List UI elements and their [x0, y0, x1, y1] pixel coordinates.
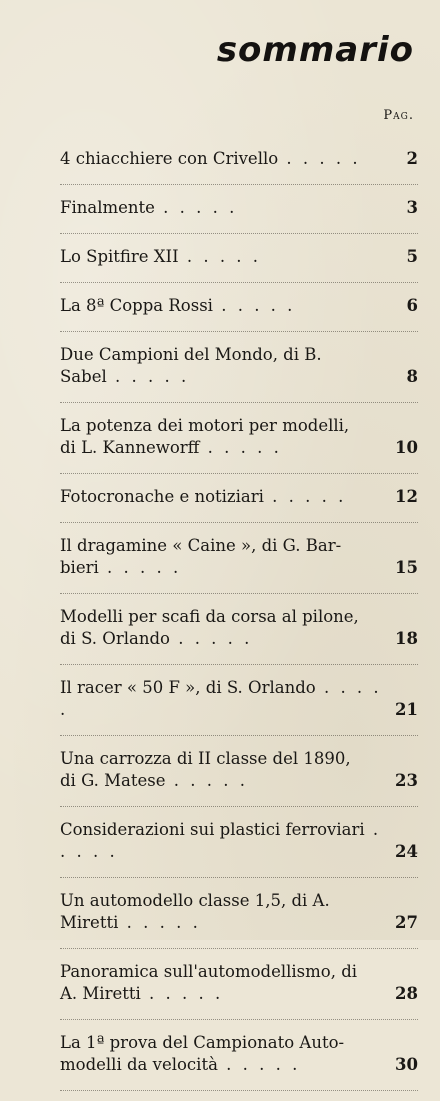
- toc-entry-page-number: 12: [395, 487, 418, 506]
- toc-entry-line1: Lo Spitfire XII: [60, 247, 179, 266]
- toc-entry: [60, 1030, 418, 1091]
- toc-entry-line2: di L. Kanneworff: [60, 438, 200, 457]
- toc-entry-page-number: 10: [395, 438, 418, 457]
- leader-dots: . . . . .: [278, 149, 361, 168]
- toc-entry-page-number: 5: [406, 247, 418, 266]
- toc-entry-line1: Panoramica sull'automodellismo, di: [60, 962, 358, 981]
- toc-entry-title: [60, 148, 418, 170]
- toc-entry-line1: Il dragamine « Caine », di G. Bar-: [60, 536, 342, 555]
- toc-entry-page-number: 24: [395, 842, 418, 861]
- toc-entry-page-number: 3: [406, 198, 418, 217]
- toc-entry-line1: Fotocronache e notiziari: [60, 487, 264, 506]
- toc-entry-line2: modelli da velocità: [60, 1055, 218, 1074]
- toc-entry: [60, 533, 418, 594]
- toc-entry: [60, 413, 418, 474]
- toc-entry-page-number: 2: [406, 149, 418, 168]
- toc-entry-title: [60, 344, 418, 388]
- leader-dots: . . . . .: [140, 984, 224, 1003]
- toc-entry-line1: La potenza dei motori per modelli,: [60, 416, 350, 435]
- leader-dots: . . . . .: [60, 820, 382, 861]
- leader-dots: . . . . .: [178, 247, 262, 266]
- toc-entry: [60, 484, 418, 523]
- toc-entry: [60, 293, 418, 332]
- leader-dots: . . . . .: [263, 487, 347, 506]
- toc-entry-title: [60, 819, 418, 863]
- leader-dots: . . . . .: [199, 438, 282, 457]
- toc-entry-line2: di G. Matese: [60, 771, 166, 790]
- toc-entry-title: [60, 961, 418, 1005]
- toc-entry-page-number: 23: [395, 771, 418, 790]
- toc-entry-line2: Miretti: [60, 913, 119, 932]
- toc-entry-page-number: 21: [395, 700, 418, 719]
- leader-dots: . . . . .: [106, 367, 190, 386]
- toc-entry: [60, 604, 418, 665]
- toc-entry-title: [60, 748, 418, 792]
- toc-entry-title: [60, 1032, 418, 1076]
- toc-entry-title: [60, 246, 418, 268]
- toc-entry: [60, 195, 418, 234]
- toc-entry-page-number: 30: [395, 1055, 418, 1074]
- toc-entry-line2: A. Miretti: [60, 984, 141, 1003]
- toc-entry-line1: Una carrozza di II classe del 1890,: [60, 749, 351, 768]
- toc-entry-page-number: 27: [395, 913, 418, 932]
- leader-dots: . . . . .: [217, 1055, 301, 1074]
- toc-entry: [60, 959, 418, 1020]
- toc-entry-line1: Considerazioni sui plastici ferroviari: [60, 820, 365, 839]
- toc-entry-line2: bieri: [60, 558, 99, 577]
- toc-entry-page-number: 8: [406, 367, 418, 386]
- leader-dots: . . . . .: [118, 913, 201, 932]
- leader-dots: . . . . .: [169, 629, 253, 648]
- toc-entry-line1: La 8ª Coppa Rossi: [60, 296, 213, 315]
- leader-dots: . . . . .: [98, 558, 182, 577]
- toc-entry-title: [60, 535, 418, 579]
- table-of-contents: [60, 146, 418, 1101]
- toc-entry-title: [60, 295, 418, 317]
- leader-dots: . . . . .: [212, 296, 296, 315]
- toc-entry-title: [60, 890, 418, 934]
- toc-entry-line2: Sabel: [60, 367, 107, 386]
- leader-dots: . . . . .: [165, 771, 248, 790]
- toc-entry-page-number: 18: [395, 629, 418, 648]
- toc-entry: [60, 244, 418, 283]
- toc-entry-line1: Due Campioni del Mondo, di B.: [60, 345, 322, 364]
- toc-entry-title: [60, 415, 418, 459]
- toc-entry-page-number: 28: [395, 984, 418, 1003]
- toc-entry-title: [60, 677, 418, 721]
- toc-entry-line1: Il racer « 50 F », di S. Orlando: [60, 678, 316, 697]
- toc-entry: [60, 746, 418, 807]
- toc-entry-page-number: 15: [395, 558, 418, 577]
- toc-entry-line1: Modelli per scafi da corsa al pilone,: [60, 607, 359, 626]
- toc-entry: [60, 675, 418, 736]
- page-title: sommario: [216, 30, 414, 70]
- toc-entry: [60, 146, 418, 185]
- toc-entry-line1: Un automodello classe 1,5, di A.: [60, 891, 330, 910]
- page-column-label: Pag.: [383, 108, 414, 123]
- toc-entry-line1: 4 chiacchiere con Crivello: [60, 149, 279, 168]
- toc-entry-title: [60, 606, 418, 650]
- toc-entry-title: [60, 486, 418, 508]
- toc-entry-line2: di S. Orlando: [60, 629, 170, 648]
- toc-entry-title: [60, 197, 418, 219]
- toc-entry-line1: La 1ª prova del Campionato Auto-: [60, 1033, 345, 1052]
- leader-dots: . . . . .: [154, 198, 238, 217]
- toc-entry-page-number: 6: [406, 296, 418, 315]
- toc-entry: [60, 817, 418, 878]
- toc-entry-line1: Finalmente: [60, 198, 155, 217]
- toc-entry: [60, 342, 418, 403]
- leader-dots: . . . . .: [60, 678, 382, 719]
